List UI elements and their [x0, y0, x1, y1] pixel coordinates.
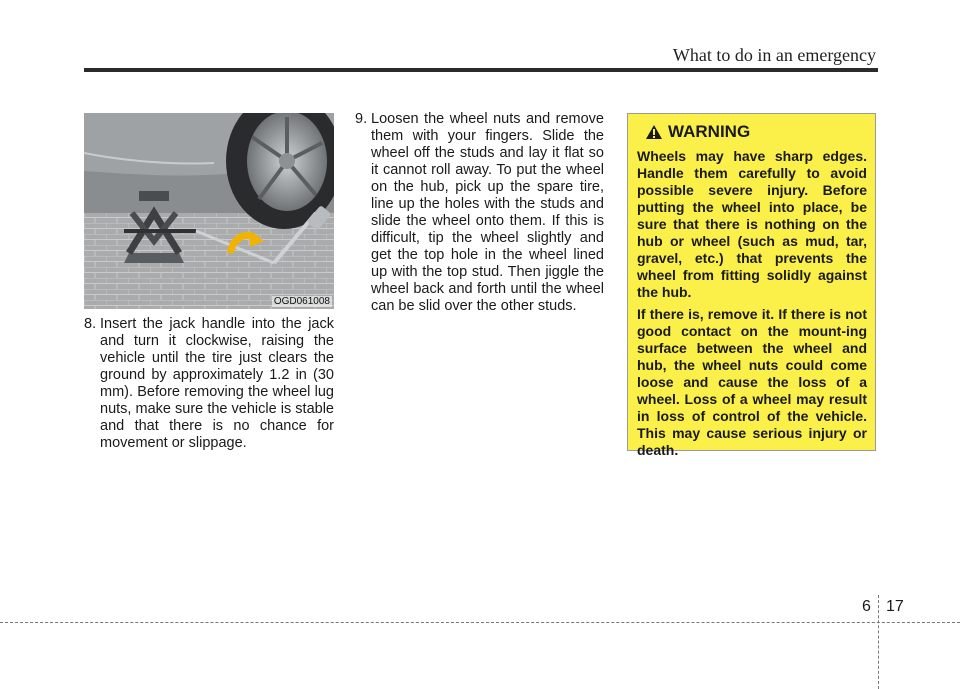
chapter-number: 6: [862, 598, 871, 615]
jack-scene: [84, 113, 334, 309]
warning-box: [627, 113, 876, 458]
warning-paragraph: Wheels may have sharp edges. Handle them carefully to avoid possible severe injury. Before putting the wheel into place, be sure that there is nothing on the hub or wheel (such as mud, tar, gravel, etc.) that prevents the wheel from fitting solidly against the hub.: [637, 148, 867, 300]
warning-paragraph: If there is, remove it. If there is not good contact on the mount-ing surface between the wheel and hub, the wheel nuts could come loose and cause the loss of a wheel. Loss of a wheel may result in loss of control of the vehicle. This may cause serious injury or death.: [637, 306, 867, 458]
step-text: Loosen the wheel nuts and remove them with your fingers. Slide the wheel off the studs and lay it flat so it cannot roll away. To put the wheel on the hub, pick up the spare tire, line up the holes with the studs and slide the wheel onto them. If this is difficult, tip the wheel slightly and get the top hole in the wheel lined up with the top stud. Then jiggle the wheel back and forth until the wheel can be slid over the other studs.: [371, 111, 604, 314]
step-text: Insert the jack handle into the jack and turn it clockwise, raising the vehicle until the tire just clears the ground by approximately 1.2 in (30 mm). Before removing the wheel lug nuts, make sure the vehicle is stable and that there is no chance for movement or slippage.: [100, 316, 334, 451]
step-number: 9.: [355, 111, 368, 127]
jack-illustration: [84, 113, 334, 309]
header-rule: [84, 68, 878, 72]
footer-rule: [0, 622, 960, 623]
page-number: 17: [886, 598, 904, 615]
figure-code: OGD061008: [273, 296, 330, 307]
step-number: 8.: [84, 316, 97, 332]
step-9: [355, 111, 604, 315]
step-8: [84, 316, 334, 452]
warning-heading: [637, 122, 867, 142]
warning-title: WARNING: [668, 122, 751, 141]
section-title: What to do in an emergency: [672, 45, 876, 65]
footer-divider: [878, 595, 879, 689]
warning-triangle-icon: [645, 124, 663, 140]
